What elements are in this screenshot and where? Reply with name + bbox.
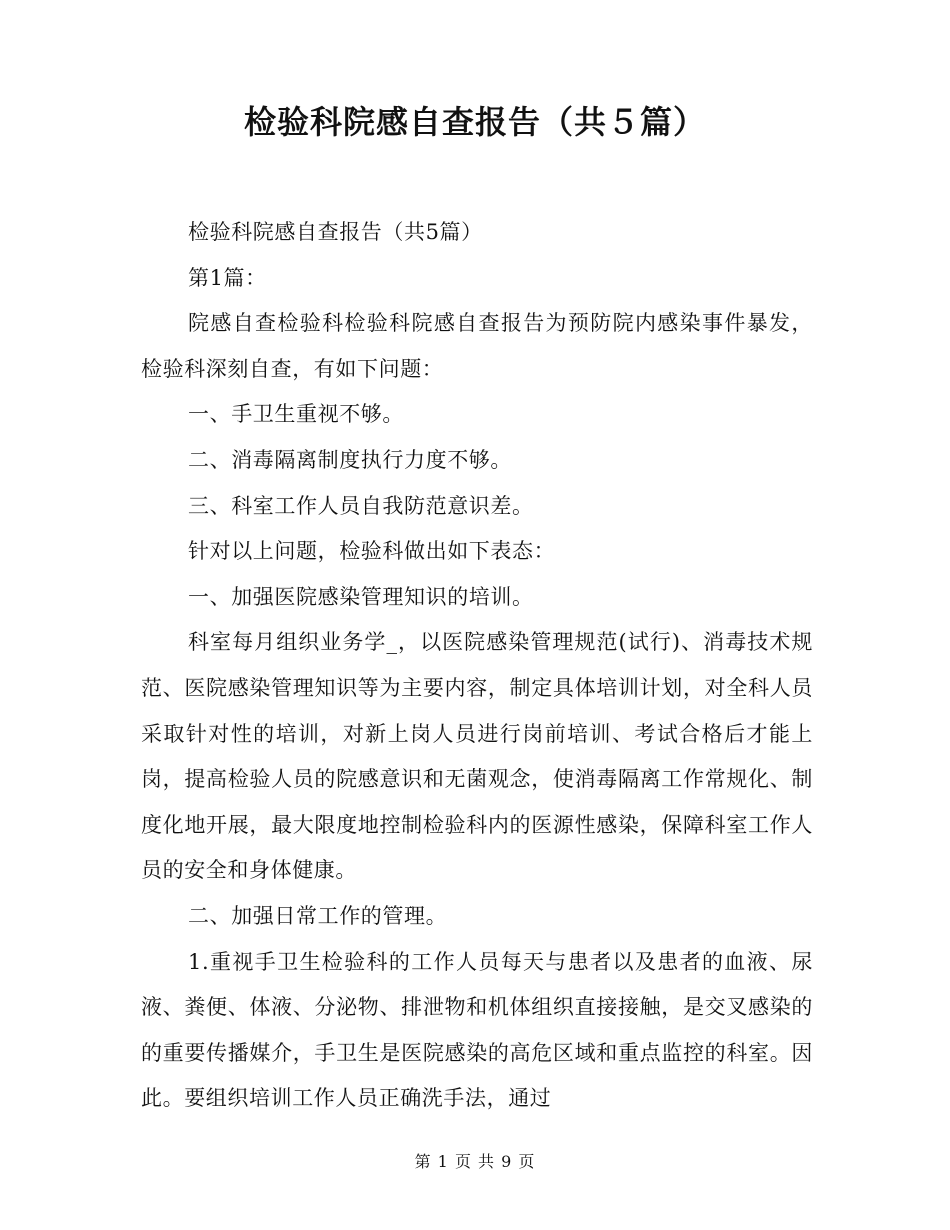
paragraph-response-intro: 针对以上问题，检验科做出如下表态： [188,539,556,564]
paragraph-problem-3: 三、科室工作人员自我防范意识差。 [188,493,534,518]
document-body [141,210,813,1122]
paragraph-subtitle: 检验科院感自查报告（共5篇） [188,220,483,244]
paragraph-measure-1-heading: 一、加强医院感染管理知识的培训。 [188,584,534,609]
paragraph-part-heading: 第1篇： [188,265,267,290]
paragraph-intro: 院感自查检验科检验科院感自查报告为预防院内感染事件暴发，检验科深刻自查，有如下问题： [141,311,813,381]
paragraph-problem-1: 一、手卫生重视不够。 [188,402,404,427]
document-title: 检验科院感自查报告（共５篇） [243,103,706,141]
paragraph-measure-2-heading: 二、加强日常工作的管理。 [188,903,448,928]
page-number-footer: 第 1 页 共 9 页 [414,1152,536,1171]
paragraph-problem-2: 二、消毒隔离制度执行力度不够。 [188,447,512,472]
paragraph-measure-1-detail: 科室每月组织业务学_，以医院感染管理规范(试行)、消毒技术规范、医院感染管理知识等为主要内容，制定具体培训计划，对全科人员采取针对性的培训，对新上岗人员进行岗前培训、考试合格后才能上岗，提高检验人员的院感意识和无菌观念，使消毒隔离工作常规化、制度化地开展，最大限度地控制检验科内的医源性感染，保障科室工作人员的安全和身体健康。 [141,630,813,883]
paragraph-measure-2-detail: 1.重视手卫生检验科的工作人员每天与患者以及患者的血液、尿液、粪便、体液、分泌物、排泄物和机体组织直接接触，是交叉感染的的重要传播媒介，手卫生是医院感染的高危区域和重点监控的科室。因此。要组织培训工作人员正确洗手法，通过 [141,949,813,1111]
